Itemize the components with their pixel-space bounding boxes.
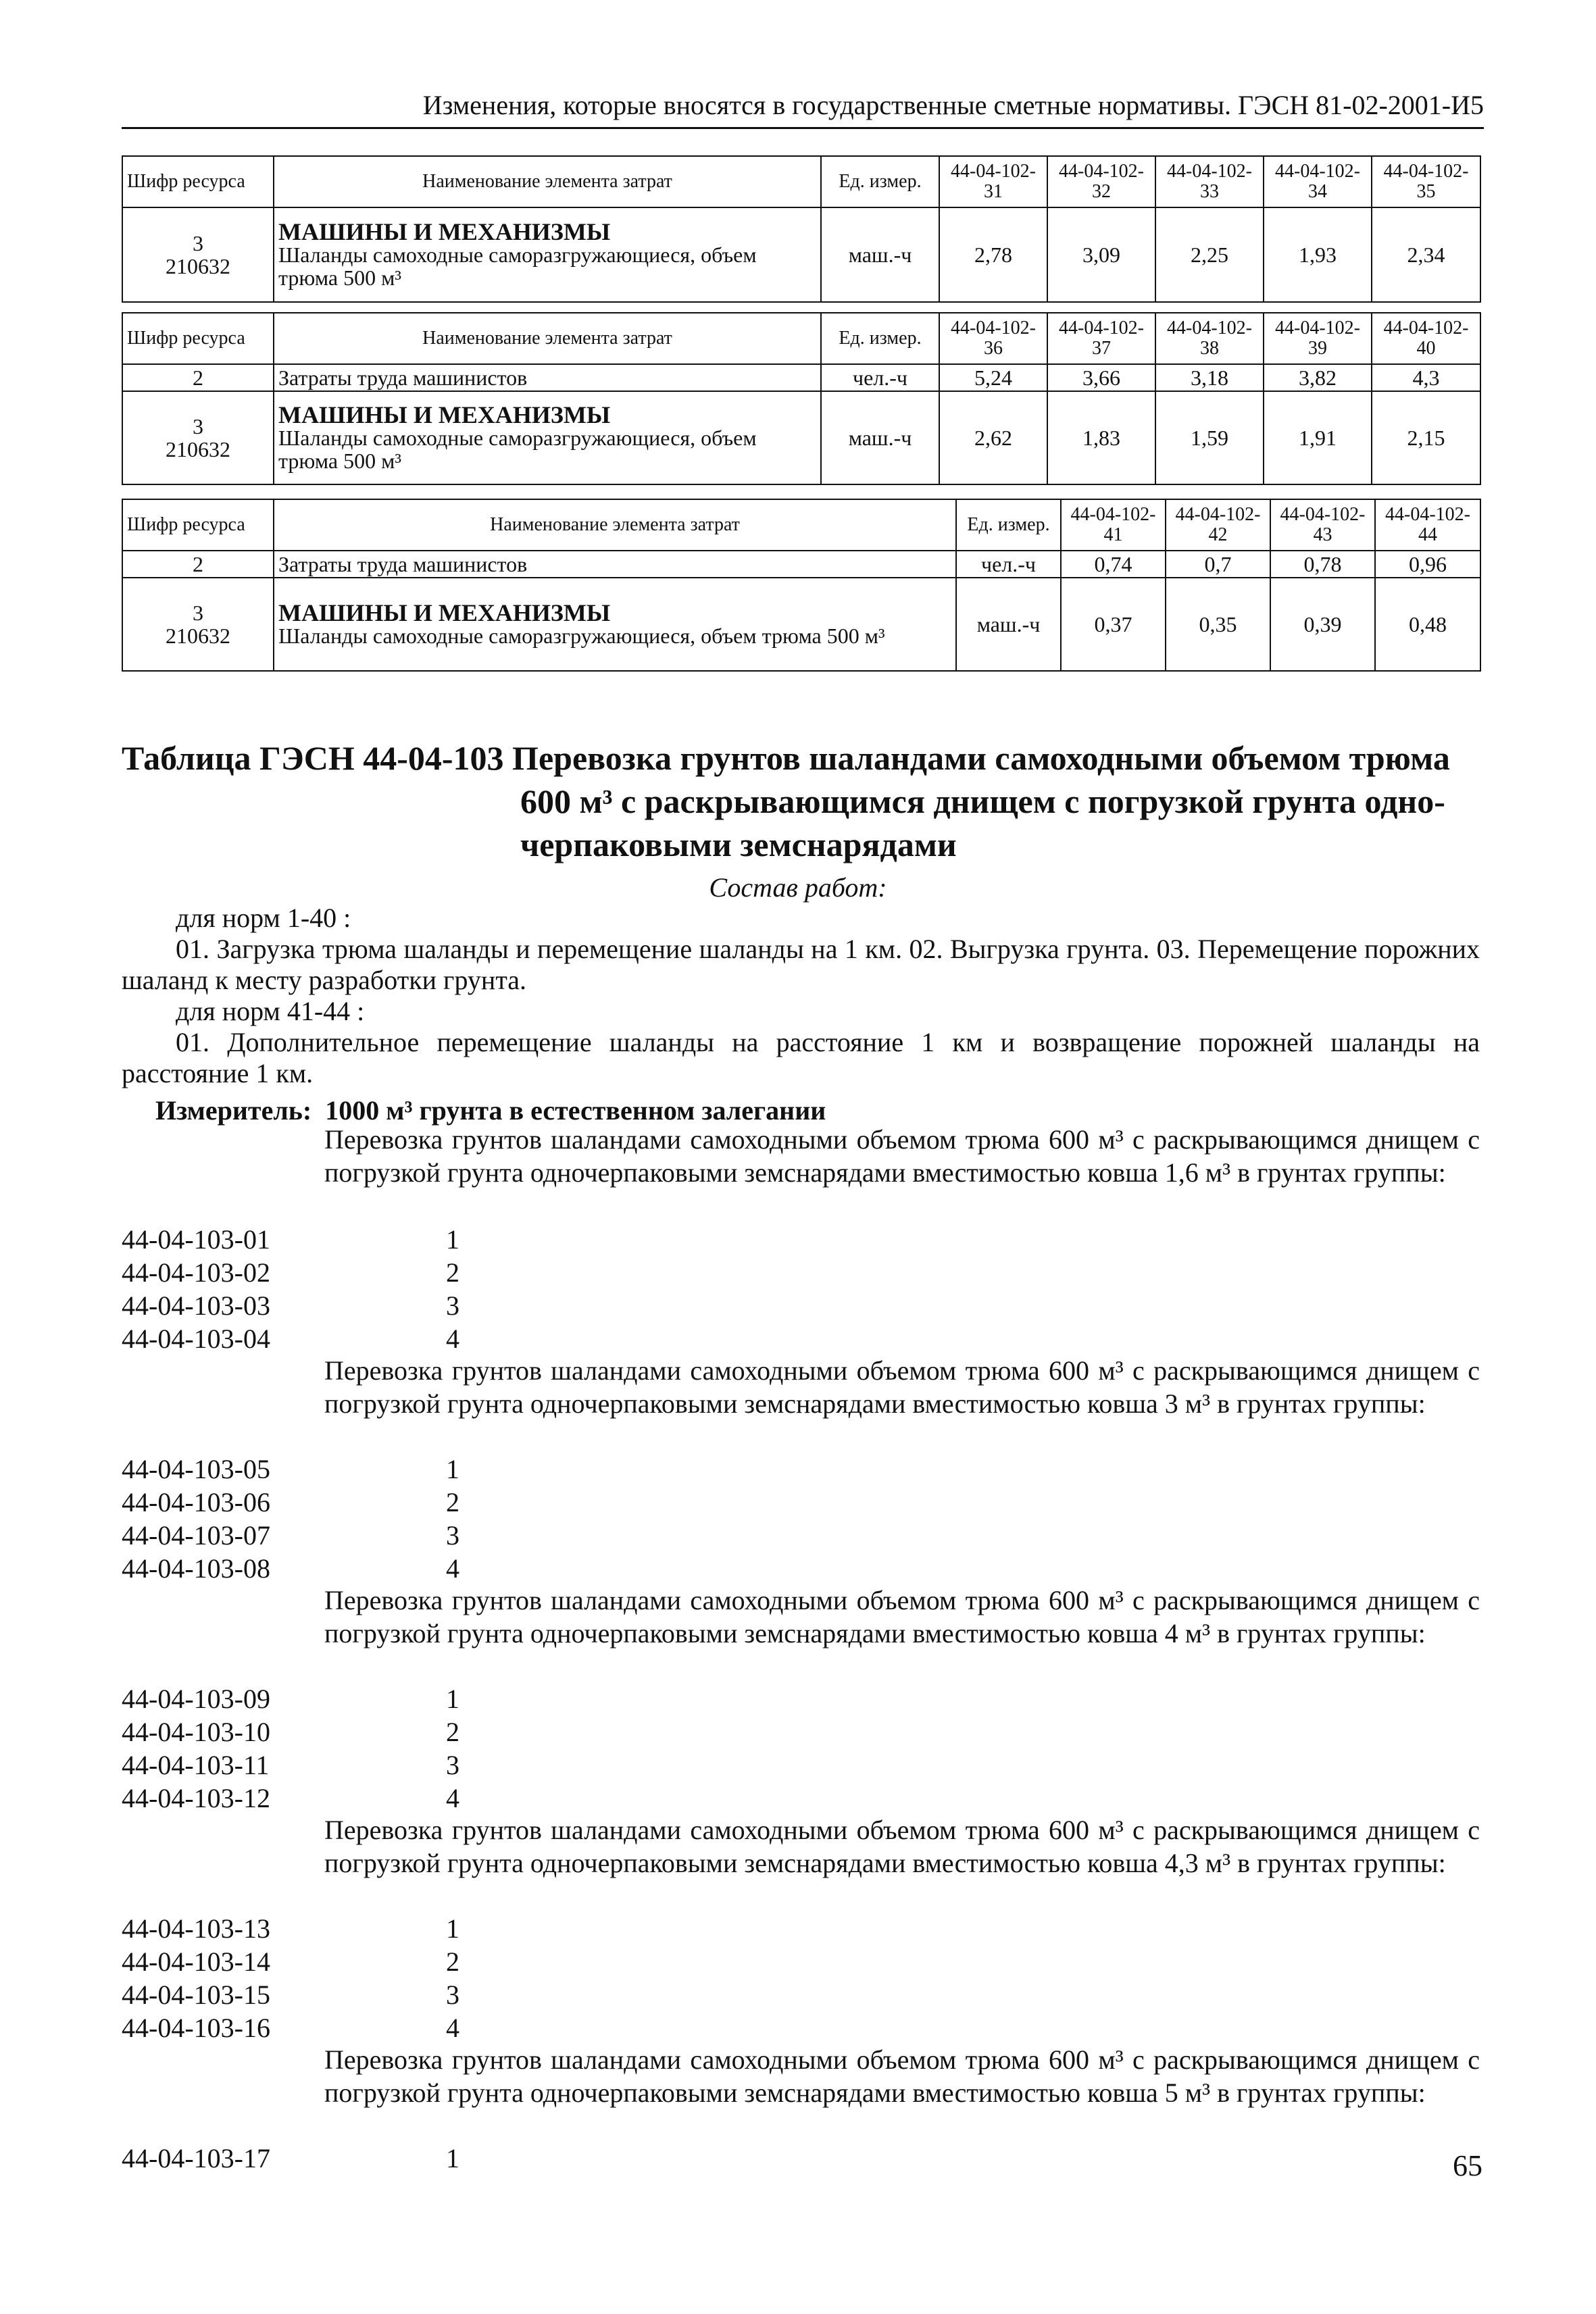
norm-code: 44-04-103-07	[122, 1520, 270, 1551]
resource-code: 3	[193, 231, 203, 255]
value-cell: 2,78	[939, 207, 1047, 302]
work-text	[122, 934, 1480, 996]
list-item	[122, 2142, 459, 2175]
value-cell: 0,37	[1061, 578, 1166, 671]
col-norm-header: 44-04-102-42	[1166, 499, 1270, 551]
value-cell: 3,66	[1047, 364, 1155, 391]
list-item	[122, 1322, 459, 1355]
section-title: МАШИНЫ И МЕХАНИЗМЫ	[278, 401, 611, 428]
norm-code: 44-04-103-08	[122, 1553, 270, 1584]
soil-group: 1	[446, 1684, 459, 1714]
col-norm-header: 44-04-102-36	[939, 313, 1047, 364]
resource-name: Затраты труда машинистов	[274, 364, 821, 391]
resource-table-3	[122, 499, 1481, 672]
table-row	[122, 364, 1480, 391]
measure-label: Измеритель:	[155, 1095, 312, 1126]
col-norm-header: 44-04-102-31	[939, 156, 1047, 207]
col-name-header: Наименование элемента затрат	[274, 499, 956, 551]
list-item	[122, 1749, 459, 1782]
work-description	[122, 903, 1480, 1089]
measure-unit	[155, 1095, 826, 1126]
title-line: 600 м³ с раскрывающимся днищем с погрузкой грунта одно-	[520, 782, 1445, 820]
list-item	[122, 1978, 459, 2011]
list-item	[122, 1552, 459, 1585]
norm-group-text: Перевозка грунтов шаландами самоходными объемом трюма 600 м³ с раскрывающимся днищем с погрузкой грунта одночерпаковыми земснарядами вместимостью ковша 3 м³ в грунтах группы:	[324, 1355, 1480, 1419]
soil-group: 1	[446, 1454, 459, 1484]
soil-group: 4	[446, 1324, 459, 1354]
norms-range: для норм 41-44 :	[176, 996, 365, 1026]
work-text-content: 01. Дополнительное перемещение шаланды на расстояние 1 км и возвращение порожней шаланды на расстояние 1 км.	[122, 1027, 1480, 1088]
page-number: 65	[1453, 2149, 1482, 2182]
list-item	[122, 1256, 459, 1289]
soil-group: 2	[446, 1717, 459, 1747]
unit-cell: маш.-ч	[821, 207, 939, 302]
norm-group-text: Перевозка грунтов шаландами самоходными объемом трюма 600 м³ с раскрывающимся днищем с погрузкой грунта одночерпаковыми земснарядами вместимостью ковша 5 м³ в грунтах группы:	[324, 2044, 1480, 2108]
unit-cell: маш.-ч	[956, 578, 1061, 671]
soil-group: 3	[446, 1520, 459, 1551]
value-cell: 3,18	[1155, 364, 1264, 391]
list-item	[122, 1453, 459, 1486]
col-unit-header: Ед. измер.	[821, 313, 939, 364]
col-norm-header: 44-04-102-38	[1155, 313, 1264, 364]
table-title	[122, 736, 1480, 866]
value-cell: 2,15	[1372, 391, 1480, 484]
value-cell: 0,39	[1270, 578, 1375, 671]
col-code-header: Шифр ресурса	[122, 499, 274, 551]
norm-code: 44-04-103-10	[122, 1717, 270, 1747]
resource-code: 2	[122, 551, 274, 578]
work-text-content: 01. Загрузка трюма шаланды и перемещение шаланды на 1 км. 02. Выгрузка грунта. 03. Перемещение порожних шаланд к месту разработки грунта.	[122, 934, 1480, 995]
value-cell: 0,78	[1270, 551, 1375, 578]
resource-table-2	[122, 312, 1481, 485]
resource-name: Затраты труда машинистов	[274, 551, 956, 578]
norm-code: 44-04-103-12	[122, 1783, 270, 1813]
soil-group: 4	[446, 1783, 459, 1813]
value-cell: 0,35	[1166, 578, 1270, 671]
list-item	[122, 1782, 459, 1815]
resource-code: 3	[193, 601, 203, 625]
value-cell: 5,24	[939, 364, 1047, 391]
norm-code: 44-04-103-09	[122, 1684, 270, 1714]
norm-code: 44-04-103-01	[122, 1224, 270, 1255]
value-cell: 1,91	[1264, 391, 1372, 484]
col-norm-header: 44-04-102-44	[1375, 499, 1480, 551]
col-norm-header: 44-04-102-39	[1264, 313, 1372, 364]
col-name-header: Наименование элемента затрат	[274, 313, 821, 364]
list-item	[122, 1223, 459, 1256]
col-norm-header: 44-04-102-34	[1264, 156, 1372, 207]
table-row	[122, 578, 1480, 671]
soil-group: 1	[446, 1224, 459, 1255]
soil-group: 1	[446, 1913, 459, 1944]
value-cell: 0,96	[1375, 551, 1480, 578]
norm-code: 44-04-103-03	[122, 1290, 270, 1321]
value-cell: 4,3	[1372, 364, 1480, 391]
list-item	[122, 1289, 459, 1322]
soil-group: 2	[446, 1257, 459, 1288]
soil-group: 3	[446, 1750, 459, 1780]
soil-group: 1	[446, 2143, 459, 2173]
col-name-header: Наименование элемента затрат	[274, 156, 821, 207]
soil-group: 4	[446, 1553, 459, 1584]
col-norm-header: 44-04-102-35	[1372, 156, 1480, 207]
norm-code: 44-04-103-16	[122, 2013, 270, 2043]
col-norm-header: 44-04-102-41	[1061, 499, 1166, 551]
value-cell: 1,93	[1264, 207, 1372, 302]
section-title: МАШИНЫ И МЕХАНИЗМЫ	[278, 599, 611, 626]
norm-group-text: Перевозка грунтов шаландами самоходными объемом трюма 600 м³ с раскрывающимся днищем с погрузкой грунта одночерпаковыми земснарядами вместимостью ковша 4 м³ в грунтах группы:	[324, 1585, 1480, 1649]
unit-cell: маш.-ч	[821, 391, 939, 484]
list-item	[122, 1519, 459, 1552]
norm-code: 44-04-103-11	[122, 1750, 270, 1780]
soil-group: 4	[446, 2013, 459, 2043]
soil-group: 3	[446, 1980, 459, 2010]
section-title: МАШИНЫ И МЕХАНИЗМЫ	[278, 218, 611, 245]
resource-code: 210632	[166, 254, 230, 278]
table-row	[122, 207, 1480, 302]
list-item	[122, 1715, 459, 1749]
norm-code: 44-04-103-06	[122, 1487, 270, 1517]
list-item	[122, 1945, 459, 1978]
norm-code: 44-04-103-17	[122, 2143, 270, 2173]
list-item	[122, 1682, 459, 1715]
soil-group: 3	[446, 1290, 459, 1321]
norm-code: 44-04-103-15	[122, 1980, 270, 2010]
norm-code: 44-04-103-04	[122, 1324, 270, 1354]
value-cell: 0,48	[1375, 578, 1480, 671]
norm-group-text: Перевозка грунтов шаландами самоходными объемом трюма 600 м³ с раскрывающимся днищем с погрузкой грунта одночерпаковыми земснарядами вместимостью ковша 4,3 м³ в грунтах группы:	[324, 1815, 1480, 1878]
resource-code: 2	[122, 364, 274, 391]
col-unit-header: Ед. измер.	[956, 499, 1061, 551]
title-line: черпаковыми земснарядами	[520, 826, 957, 863]
norm-code: 44-04-103-02	[122, 1257, 270, 1288]
resource-table-1	[122, 155, 1481, 303]
col-norm-header: 44-04-102-43	[1270, 499, 1375, 551]
soil-group: 2	[446, 1946, 459, 1977]
value-cell: 1,59	[1155, 391, 1264, 484]
work-composition-label: Состав работ:	[709, 872, 887, 903]
resource-name: Шаланды самоходные саморазгружающиеся, объем трюма 500 м³	[278, 426, 757, 473]
norm-code: 44-04-103-13	[122, 1913, 270, 1944]
col-unit-header: Ед. измер.	[821, 156, 939, 207]
norm-code: 44-04-103-05	[122, 1454, 270, 1484]
value-cell: 0,74	[1061, 551, 1166, 578]
norm-group-text: Перевозка грунтов шаландами самоходными объемом трюма 600 м³ с раскрывающимся днищем с погрузкой грунта одночерпаковыми земснарядами вместимостью ковша 1,6 м³ в грунтах группы:	[324, 1124, 1480, 1188]
norms-range: для норм 1-40 :	[176, 903, 351, 933]
value-cell: 1,83	[1047, 391, 1155, 484]
resource-code: 210632	[166, 437, 230, 461]
col-code-header: Шифр ресурса	[122, 156, 274, 207]
resource-code: 3	[193, 414, 203, 438]
col-code-header: Шифр ресурса	[122, 313, 274, 364]
resource-name: Шаланды самоходные саморазгружающиеся, объем трюма 500 м³	[278, 624, 885, 648]
table-row	[122, 391, 1480, 484]
col-norm-header: 44-04-102-37	[1047, 313, 1155, 364]
list-item	[122, 1912, 459, 1945]
resource-code: 210632	[166, 624, 230, 648]
col-norm-header: 44-04-102-32	[1047, 156, 1155, 207]
value-cell: 0,7	[1166, 551, 1270, 578]
unit-cell: чел.-ч	[821, 364, 939, 391]
col-norm-header: 44-04-102-40	[1372, 313, 1480, 364]
resource-name: Шаланды самоходные саморазгружающиеся, объем трюма 500 м³	[278, 243, 757, 290]
norm-code: 44-04-103-14	[122, 1946, 270, 1977]
list-item	[122, 1486, 459, 1519]
unit-cell: чел.-ч	[956, 551, 1061, 578]
work-text	[122, 1027, 1480, 1089]
title-line: Таблица ГЭСН 44-04-103 Перевозка грунтов шаландами самоходными объемом трюма	[122, 739, 1450, 777]
value-cell: 3,82	[1264, 364, 1372, 391]
running-header: Изменения, которые вносятся в государственные сметные нормативы. ГЭСН 81-02-2001-И5	[122, 86, 1484, 129]
soil-group: 2	[446, 1487, 459, 1517]
value-cell: 2,62	[939, 391, 1047, 484]
value-cell: 3,09	[1047, 207, 1155, 302]
col-norm-header: 44-04-102-33	[1155, 156, 1264, 207]
table-row	[122, 551, 1480, 578]
measure-value: 1000 м³ грунта в естественном залегании	[325, 1095, 826, 1126]
value-cell: 2,34	[1372, 207, 1480, 302]
value-cell: 2,25	[1155, 207, 1264, 302]
list-item	[122, 2011, 459, 2044]
